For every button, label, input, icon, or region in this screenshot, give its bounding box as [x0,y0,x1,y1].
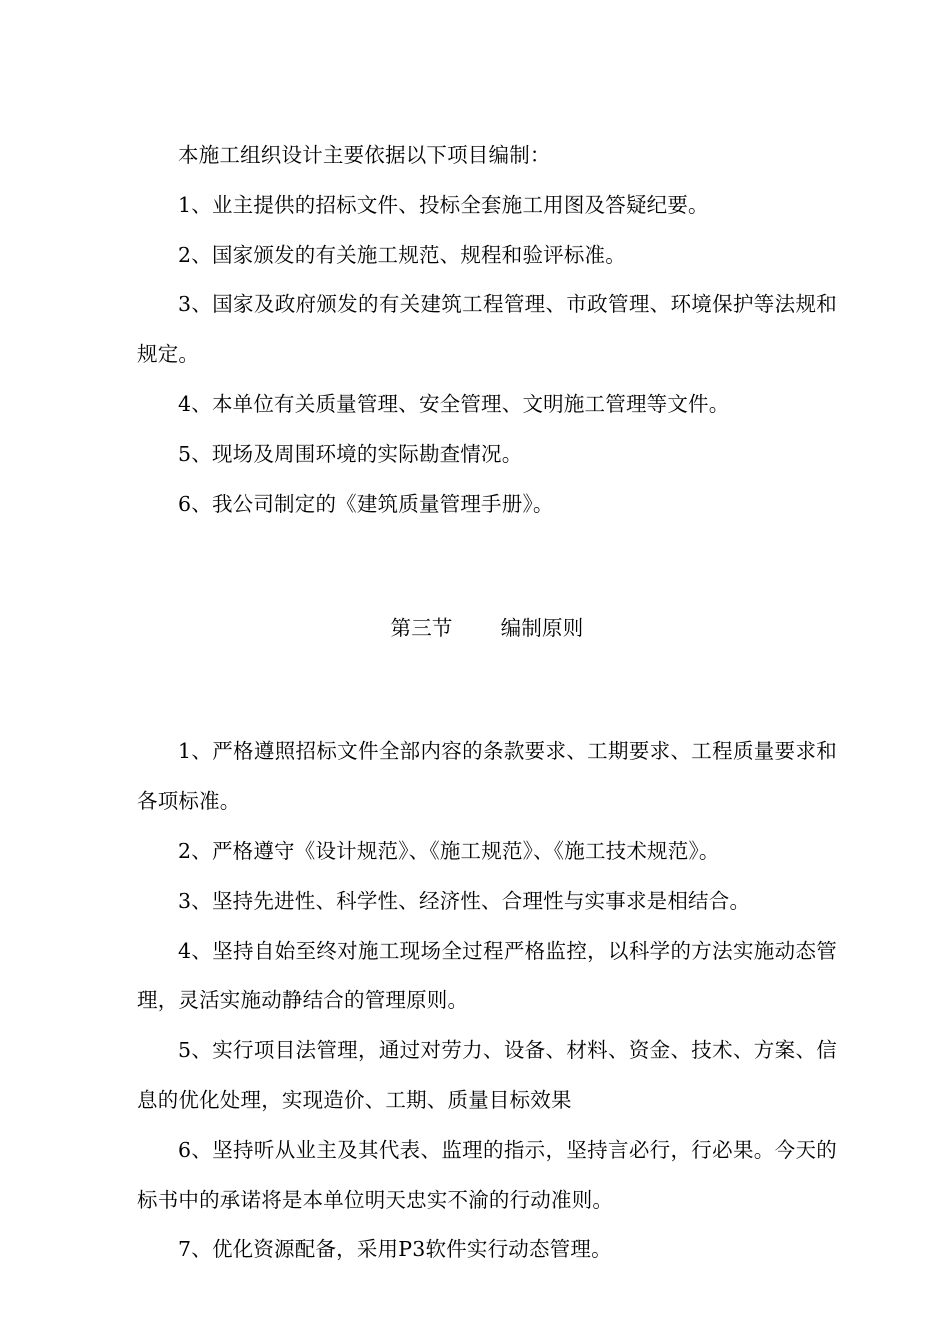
section-heading [137,529,837,727]
principle-item-3: 3、坚持先进性、科学性、经济性、合理性与实事求是相结合。 [178,888,751,913]
section-title: 编制原则 [500,616,584,641]
intro-paragraph: 本施工组织设计主要依据以下项目编制： [178,143,551,167]
basis-item-3: 3、国家及政府颁发的有关建筑工程管理、市政管理、环境保护等法规和规定。 [137,292,837,367]
principle-item-7: 7、优化资源配备，采用P3软件实行动态管理。 [178,1237,612,1262]
principle-item-2: 2、严格遵守《设计规范》、《施工规范》、《施工技术规范》。 [178,838,720,863]
basis-item-6: 6、我公司制定的《建筑质量管理手册》。 [178,491,554,516]
principle-item-5: 5、实行项目法管理，通过对劳力、设备、材料、资金、技术、方案、信息的优化处理，实现造价、工期、质量目标效果 [137,1038,837,1112]
basis-item-2: 2、国家颁发的有关施工规范、规程和验评标准。 [178,242,626,267]
basis-item-5: 5、现场及周围环境的实际勘查情况。 [178,441,523,466]
principle-item-4: 4、坚持自始至终对施工现场全过程严格监控，以科学的方法实施动态管理，灵活实施动静结合的管理原则。 [137,938,837,1013]
principle-item-6: 6、坚持听从业主及其代表、监理的指示，坚持言必行，行必果。今天的标书中的承诺将是本单位明天忠实不渝的行动准则。 [137,1137,837,1212]
document-body [137,131,837,1275]
basis-item-1: 1、业主提供的招标文件、投标全套施工用图及答疑纪要。 [178,192,709,217]
basis-item-4: 4、本单位有关质量管理、安全管理、文明施工管理等文件。 [178,391,730,416]
section-number: 第三节 [390,616,453,641]
principle-item-1: 1、严格遵照招标文件全部内容的条款要求、工期要求、工程质量要求和各项标准。 [137,739,837,814]
